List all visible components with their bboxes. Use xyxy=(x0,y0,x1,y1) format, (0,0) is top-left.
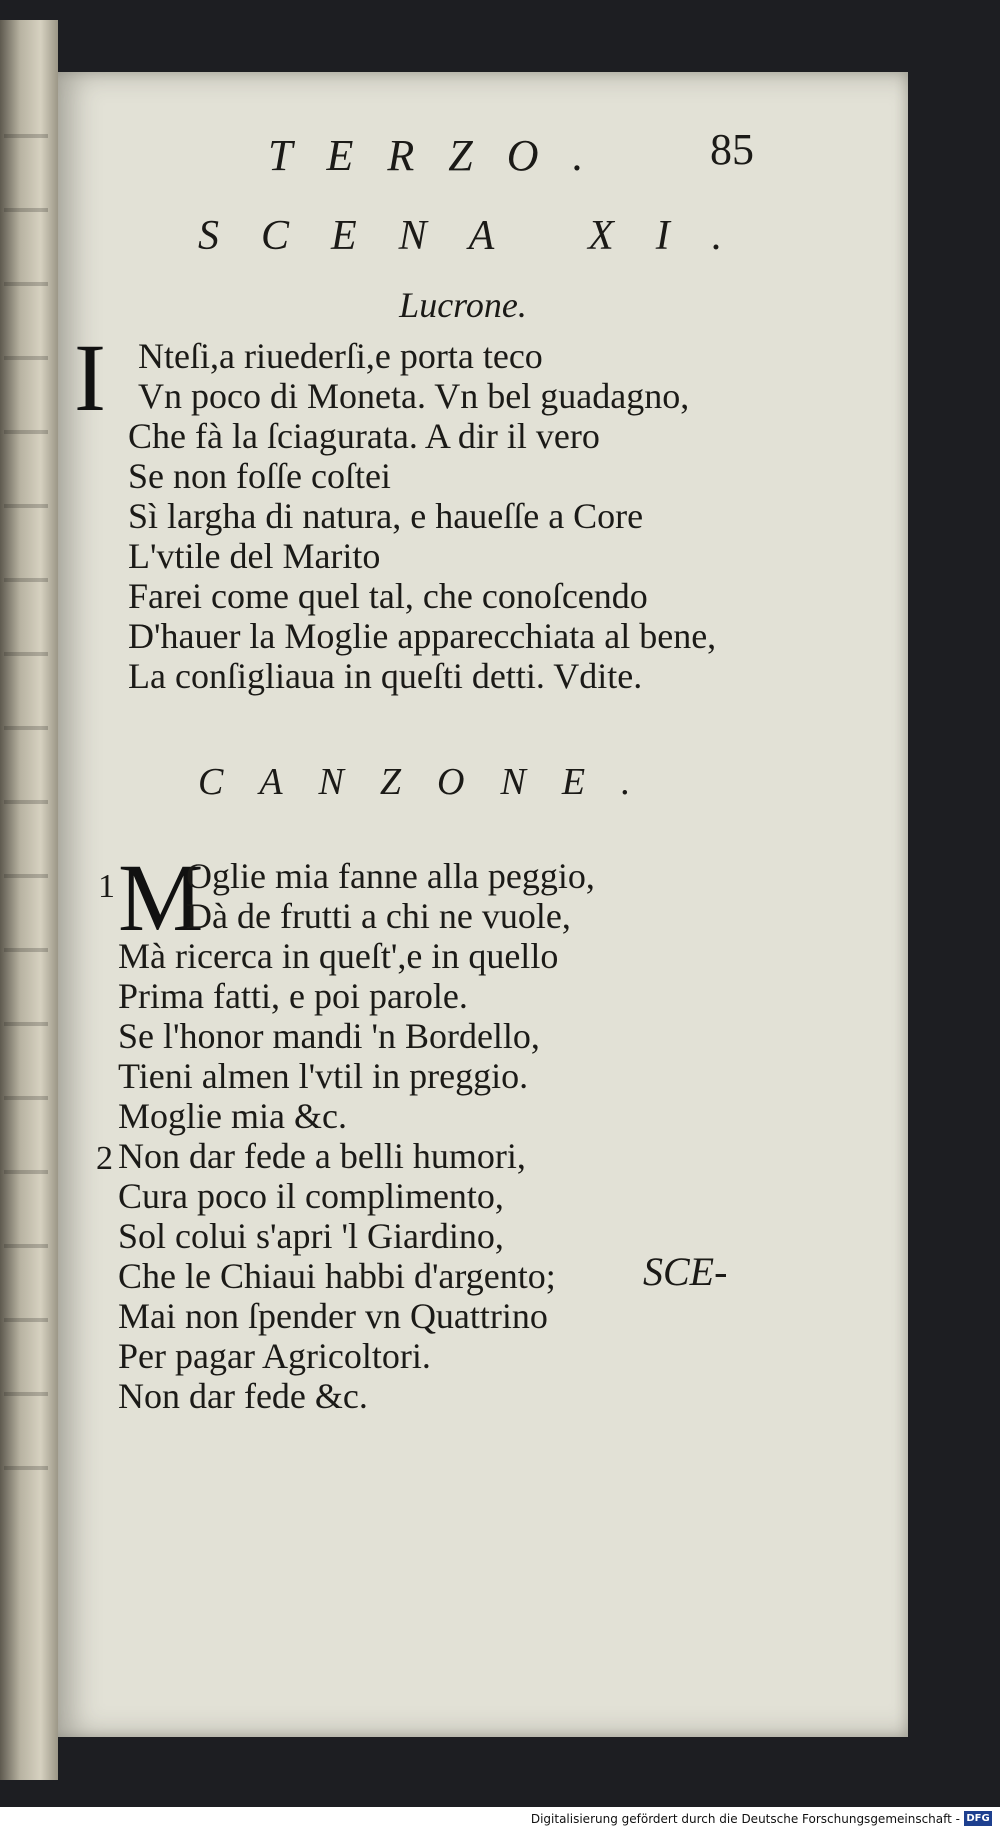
running-head: TERZO. xyxy=(268,131,618,180)
stanza-drop-cap: M xyxy=(118,844,204,951)
verse-line: Oglie mia fanne alla peggio, xyxy=(186,856,595,896)
verse-line: Non dar fede &c. xyxy=(118,1376,368,1416)
scene-heading: SCENA XI. xyxy=(198,213,765,259)
catchword: SCE- xyxy=(643,1249,728,1294)
verse-line: Se l'honor mandi 'n Bordello, xyxy=(118,1016,540,1056)
verse-line: Se non foſſe coſtei xyxy=(128,456,391,496)
verse-line: Che le Chiaui habbi d'argento; xyxy=(118,1256,556,1296)
verse-line: Mà ricerca in queſt',e in quello xyxy=(118,936,559,976)
verse-line: Sol colui s'apri 'l Giardino, xyxy=(118,1216,504,1256)
verse-line: L'vtile del Marito xyxy=(128,536,381,576)
verse-line: Cura poco il complimento, xyxy=(118,1176,504,1216)
footer-credit: Digitalisierung gefördert durch die Deutsche Forschungsgemeinschaft - xyxy=(530,1812,960,1826)
speech-drop-cap: I xyxy=(74,324,106,431)
verse-line: Che fà la ſciagurata. A dir il vero xyxy=(128,416,600,456)
verse-line: Per pagar Agricoltori. xyxy=(118,1336,431,1376)
verse-line: Dà de frutti a chi ne vuole, xyxy=(186,896,571,936)
stanza-number: 2 xyxy=(96,1140,113,1177)
verse-line: La conſigliaua in queſti detti. Vdite. xyxy=(128,656,643,696)
verse-line: Nteſi,a riuederſi,e porta teco xyxy=(138,336,543,376)
dfg-logo: DFG xyxy=(964,1811,992,1826)
verse-line: Farei come quel tal, che conoſcendo xyxy=(128,576,648,616)
verse-line: Vn poco di Moneta. Vn bel guadagno, xyxy=(138,376,690,416)
verse-line: Tieni almen l'vtil in preggio. xyxy=(118,1056,529,1096)
verse-line: Mai non ſpender vn Quattrino xyxy=(118,1296,548,1336)
verse-line: Sì largha di natura, e haueſſe a Core xyxy=(128,496,644,536)
stanza-1-verse xyxy=(118,844,878,1136)
page-number: 85 xyxy=(710,125,754,174)
canzone-heading: CANZONE. xyxy=(198,761,667,803)
verse-line: Moglie mia &c. xyxy=(118,1096,347,1136)
stanza-number: 1 xyxy=(98,868,115,905)
facing-page-print-marks xyxy=(4,100,48,1500)
speaker-name: Lucrone. xyxy=(399,285,527,325)
book-page xyxy=(58,72,908,1737)
speech-verse xyxy=(128,336,888,696)
footer-bar xyxy=(0,1807,1000,1829)
page-header xyxy=(58,124,908,184)
verse-line: Non dar fede a belli humori, xyxy=(118,1136,526,1176)
verse-line: Prima fatti, e poi parole. xyxy=(118,976,468,1016)
verse-line: D'hauer la Moglie apparecchiata al bene, xyxy=(128,616,717,656)
stanza-2-verse xyxy=(118,1136,878,1416)
facing-page-edge xyxy=(0,20,58,1780)
